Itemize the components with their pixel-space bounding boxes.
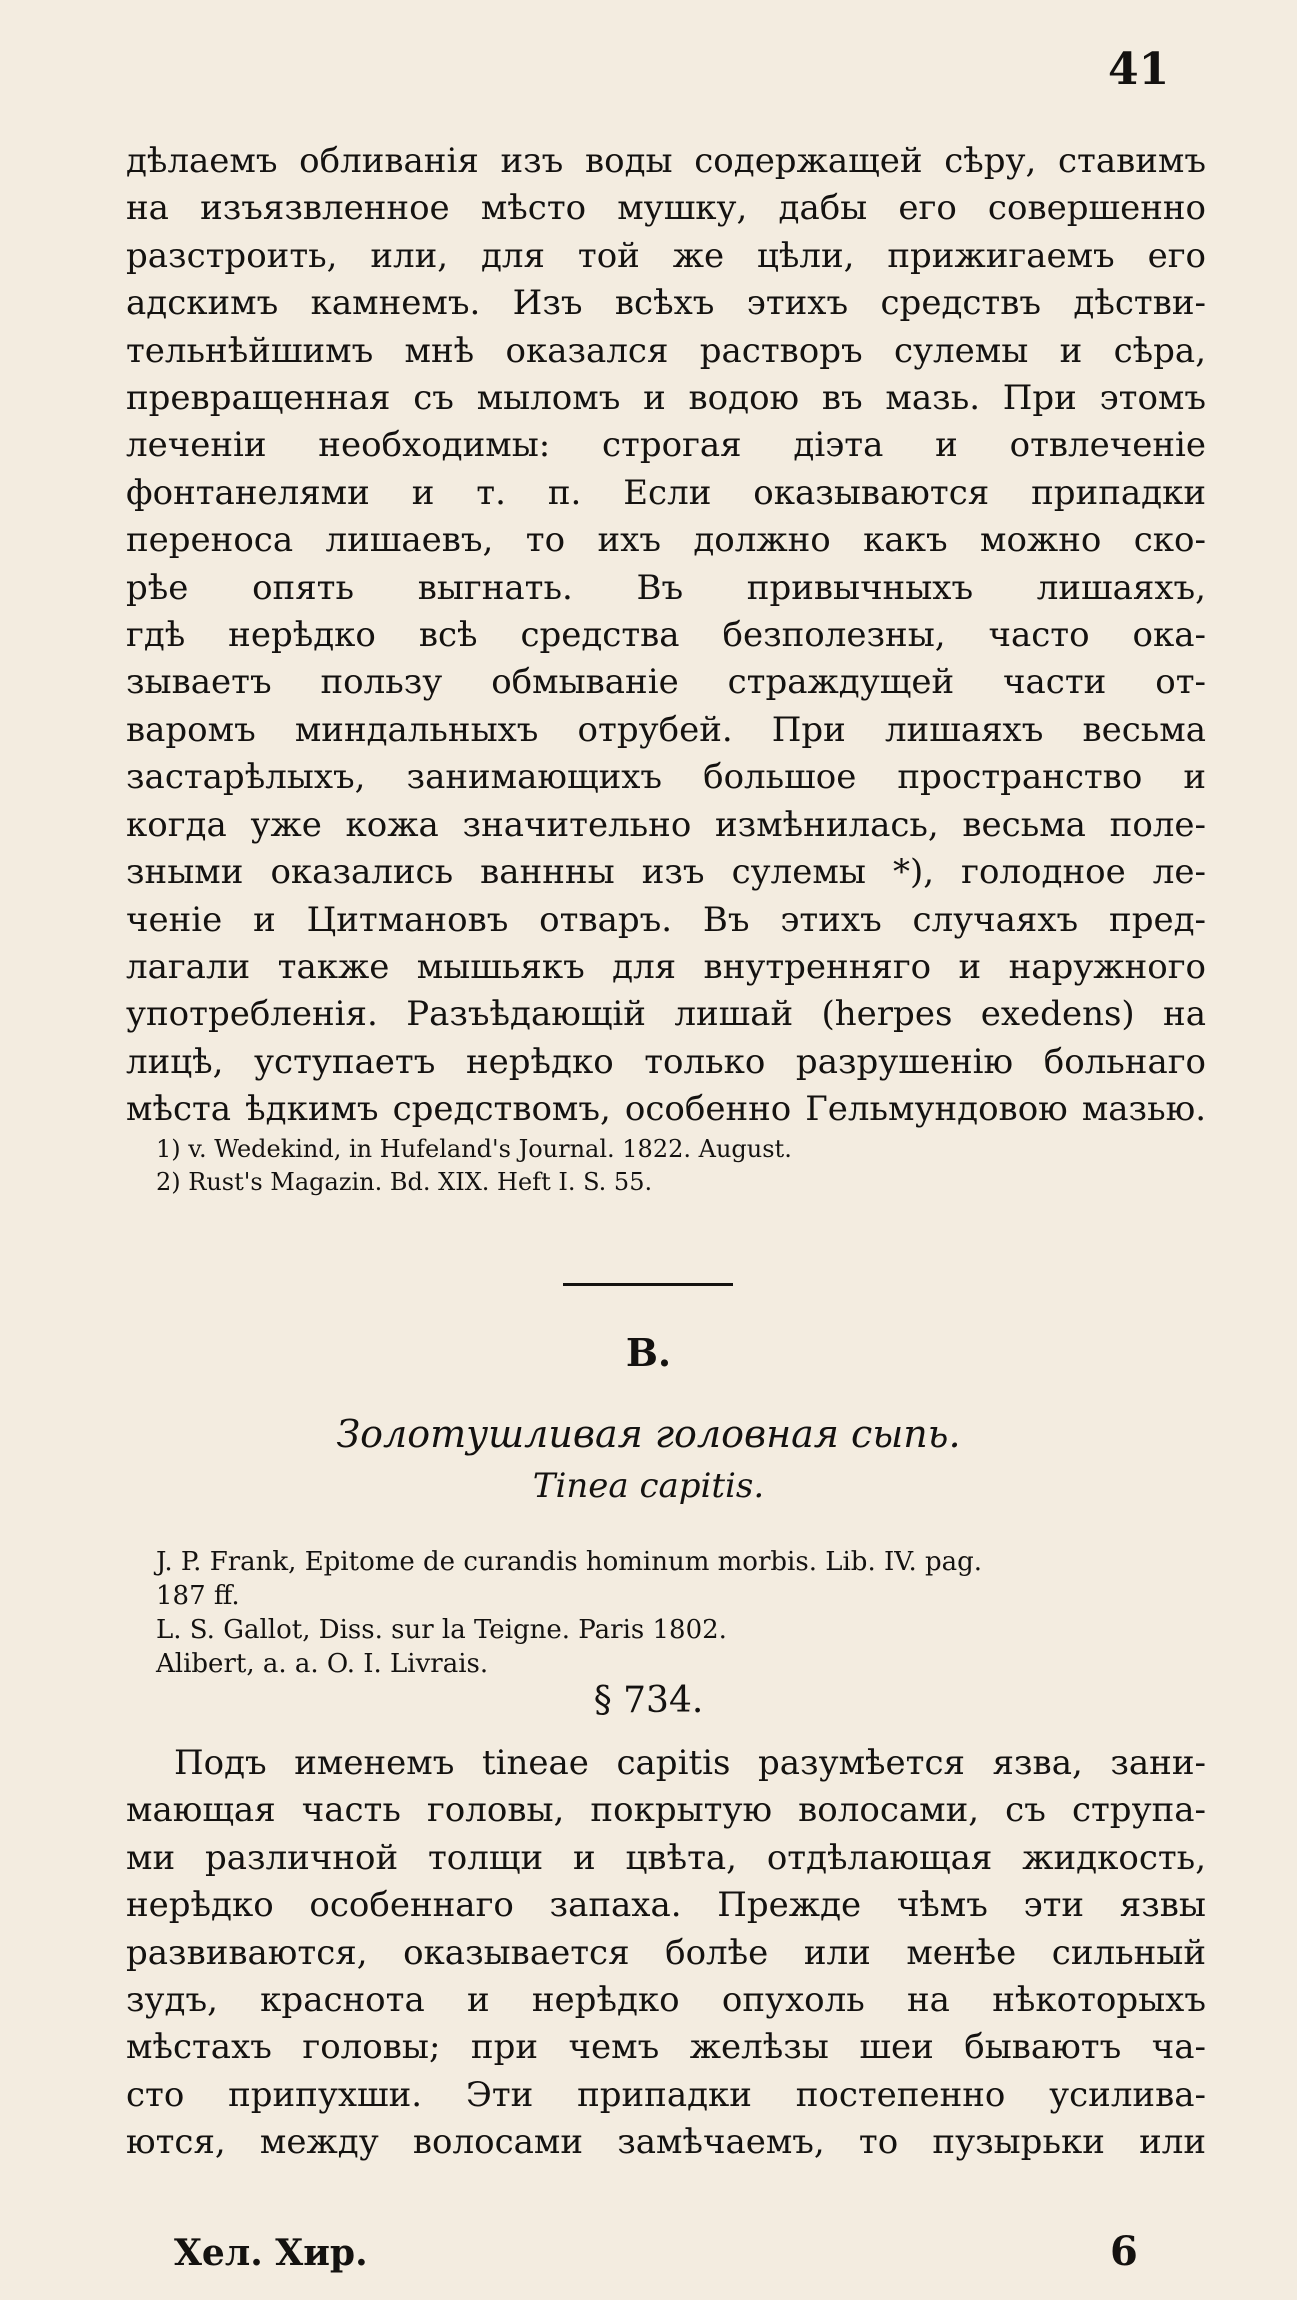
- paragraph-number: § 734.: [593, 1680, 704, 1721]
- text-line: мающая часть головы, покрытую волосами, съ струпа-: [126, 1790, 1206, 1831]
- reference-line: 187 ff.: [156, 1581, 240, 1611]
- text-line: лицѣ, уступаетъ нерѣдко только разрушенію больнаго: [126, 1041, 1206, 1082]
- text-line: развиваются, оказывается болѣе или менѣе сильный: [126, 1932, 1206, 1973]
- references: [156, 1545, 1206, 1681]
- footnote: 1) v. Wedekind, in Hufeland's Journal. 1822. August.: [156, 1135, 792, 1163]
- text-line: переноса лишаевъ, то ихъ должно какъ можно ско-: [126, 520, 1206, 561]
- footnotes: [156, 1133, 792, 1199]
- text-line: фонтанелями и т. п. Если оказываются припадки: [126, 472, 1206, 513]
- text-line: лагали также мышьякъ для внутренняго и наружного: [126, 946, 1206, 987]
- text-line: разстроить, или, для той же цѣли, прижигаемъ его: [126, 235, 1206, 276]
- bottom-text-block: [126, 1740, 1206, 2167]
- text-line: на изъязвленное мѣсто мушку, дабы его совершенно: [126, 188, 1206, 229]
- text-line: дѣлаемъ обливанія изъ воды содержащей сѣру, ставимъ: [126, 141, 1206, 181]
- text-line: зываетъ пользу обмываніе страждущей части от-: [126, 662, 1206, 703]
- section-title: Золотушливая головная сыпь.: [336, 1412, 961, 1456]
- section-subtitle: Tinea capitis.: [532, 1466, 765, 1506]
- section-letter: B.: [625, 1330, 672, 1375]
- text-line: зудъ, краснота и нерѣдко опухоль на нѣкоторыхъ: [126, 1980, 1206, 2021]
- text-line: адскимъ камнемъ. Изъ всѣхъ этихъ средствъ дѣстви-: [126, 283, 1206, 324]
- text-line: гдѣ нерѣдко всѣ средства безполезны, часто ока-: [126, 615, 1206, 656]
- sheet-number: 6: [1110, 2228, 1138, 2275]
- text-line: употребленія. Разъѣдающій лишай (herpes exedens) на: [126, 994, 1206, 1035]
- text-line: превращенная съ мыломъ и водою въ мазь. При этомъ: [126, 378, 1206, 419]
- page-number: 41: [1108, 44, 1170, 95]
- reference-line: Alibert, a. a. O. I. Livrais.: [156, 1649, 489, 1679]
- reference-line: J. P. Frank, Epitome de curandis hominum morbis. Lib. IV. pag.: [156, 1547, 983, 1577]
- signature-mark: Хел. Хир.: [174, 2232, 368, 2274]
- text-line: нерѣдко особеннаго запаха. Прежде чѣмъ эти язвы: [126, 1885, 1206, 1926]
- text-line: тельнѣйшимъ мнѣ оказался растворъ сулемы и сѣра,: [126, 330, 1206, 371]
- text-line: ми различной толщи и цвѣта, отдѣлающая жидкость,: [126, 1837, 1206, 1878]
- reference-line: L. S. Gallot, Diss. sur la Teigne. Paris 1802.: [156, 1615, 727, 1645]
- text-line: сто припухши. Эти припадки постепенно усилива-: [126, 2074, 1206, 2115]
- text-line: леченіи необходимы: строгая діэта и отвлеченіе: [126, 425, 1206, 466]
- text-line: мѣста ѣдкимъ средствомъ, особенно Гельмундовою мазью.: [126, 1089, 1206, 1130]
- top-text-block: [126, 138, 1206, 1134]
- text-line: мѣстахъ головы; при чемъ желѣзы шеи бываютъ ча-: [126, 2027, 1206, 2068]
- text-line: зными оказались ваннны изъ сулемы *), голодное ле-: [126, 852, 1206, 893]
- section-divider: [563, 1283, 733, 1286]
- text-line: ются, между волосами замѣчаемъ, то пузырьки или: [126, 2122, 1206, 2163]
- text-line: ченіе и Цитмановъ отваръ. Въ этихъ случаяхъ пред-: [126, 899, 1206, 940]
- text-line: рѣе опять выгнать. Въ привычныхъ лишаяхъ,: [126, 567, 1206, 608]
- text-line: Подъ именемъ tineae capitis разумѣется язва, зани-: [174, 1743, 1206, 1783]
- text-line: застарѣлыхъ, занимающихъ большое пространство и: [126, 757, 1206, 798]
- text-line: когда уже кожа значительно измѣнилась, весьма поле-: [126, 804, 1206, 845]
- text-line: варомъ миндальныхъ отрубей. При лишаяхъ весьма: [126, 709, 1206, 750]
- footnote: 2) Rust's Magazin. Bd. XIX. Heft I. S. 55.: [156, 1168, 653, 1196]
